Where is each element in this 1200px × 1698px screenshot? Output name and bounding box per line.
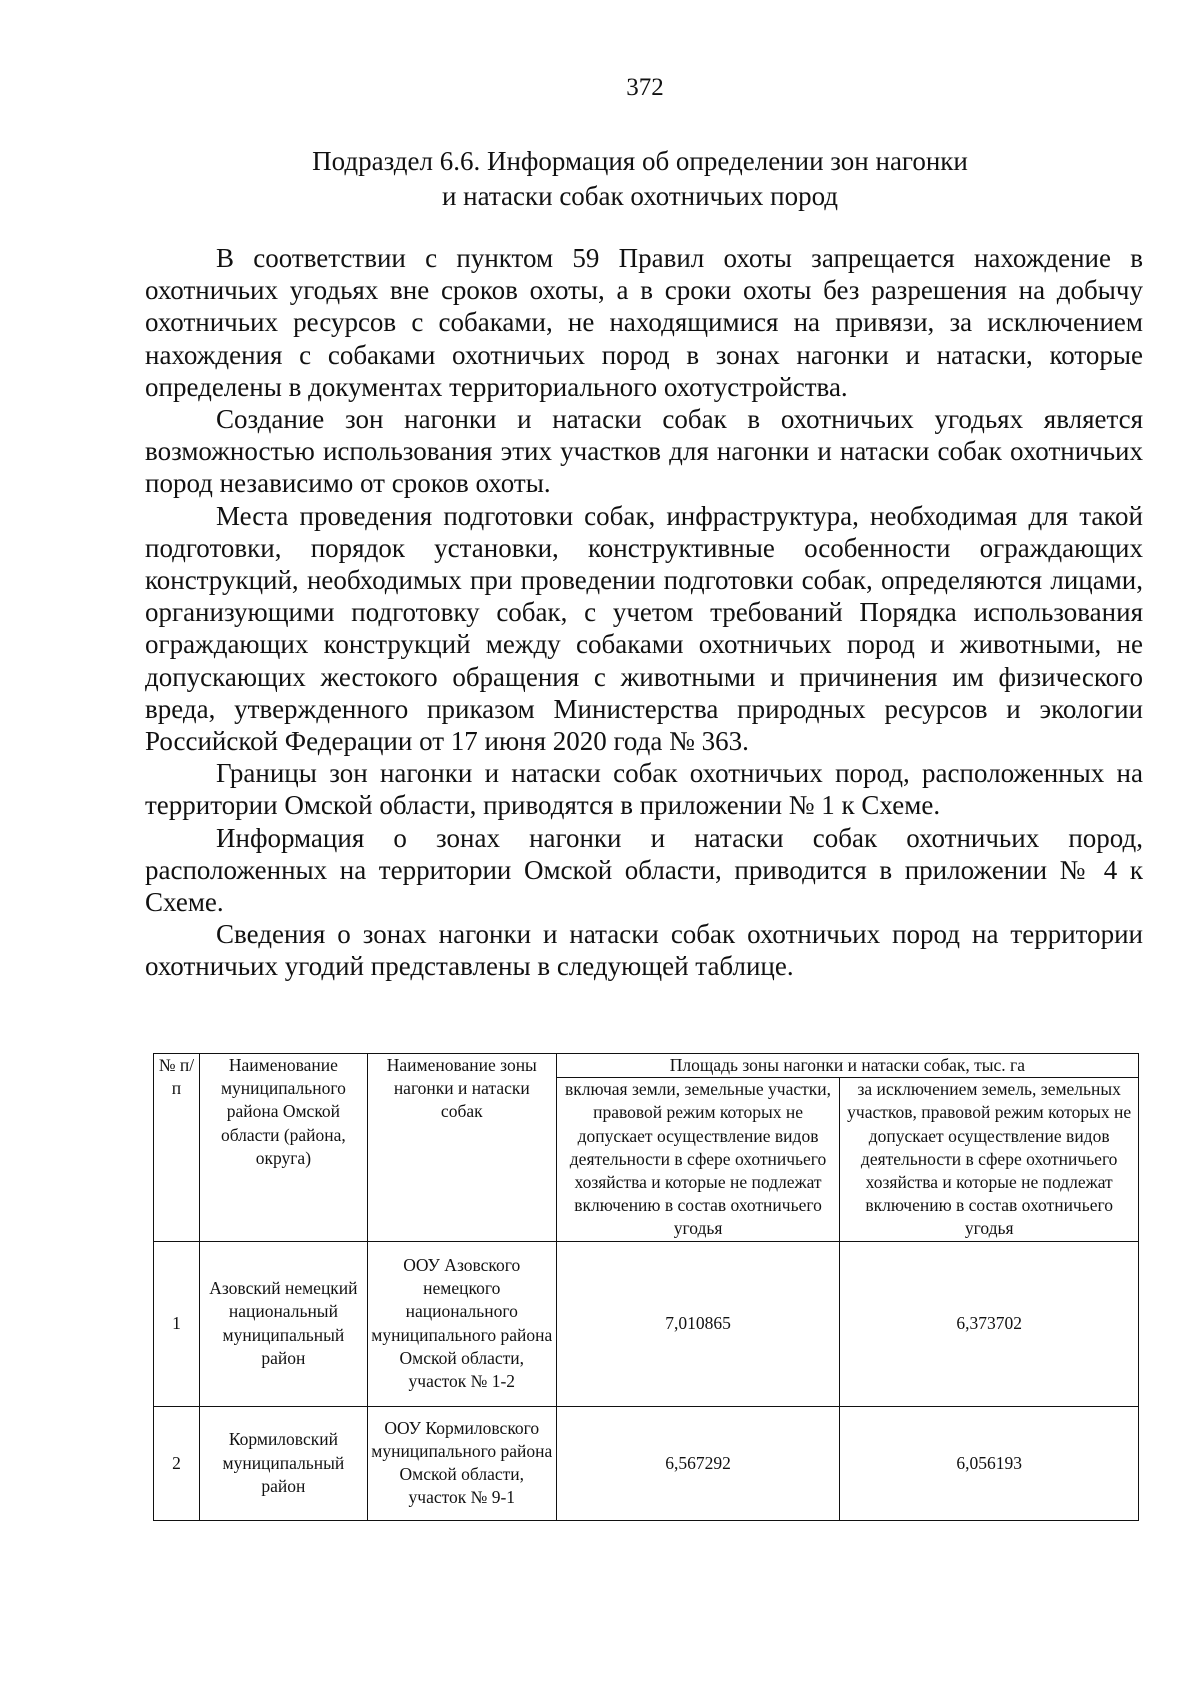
cell-zone: ООУ Азовского немецкого национального муниципального района Омской области, участок № 1-2 (367, 1241, 556, 1406)
table-row (154, 1406, 1139, 1520)
cell-number: 1 (154, 1241, 200, 1406)
cell-district: Кормиловский муниципальный район (199, 1406, 367, 1520)
header-zone: Наименование зоны нагонки и натаски собак (367, 1054, 556, 1242)
header-district: Наименование муниципального района Омской области (района, округа) (199, 1054, 367, 1242)
table-header-row (154, 1054, 1139, 1078)
cell-district: Азовский немецкий национальный муниципальный район (199, 1241, 367, 1406)
body-text (145, 242, 1143, 983)
heading-line-2: и натаски собак охотничьих пород (441, 181, 839, 211)
cell-area-excluding: 6,373702 (840, 1241, 1139, 1406)
paragraph-2: Создание зон нагонки и натаски собак в охотничьих угодьях является возможностью использования этих участков для нагонки и натаски собак охотничьих пород независимо от сроков охоты. (145, 404, 1143, 499)
header-number: № п/п (154, 1054, 200, 1242)
header-area-including: включая земли, земельные участки, правовой режим которых не допускает осуществление видов деятельности в сфере охотничьего хозяйства и которые не подлежат включению в состав охотничьего угодья (556, 1078, 840, 1241)
cell-area-including: 6,567292 (556, 1406, 840, 1520)
paragraph-5: Информация о зонах нагонки и натаски собак охотничьих пород, расположенных на территории Омской области, приводится в приложении № 4 к Схеме. (145, 822, 1143, 918)
zones-table (153, 1053, 1139, 1521)
cell-area-including: 7,010865 (556, 1241, 840, 1406)
cell-number: 2 (154, 1406, 200, 1520)
page-number: 372 (626, 74, 664, 101)
section-heading (200, 144, 1080, 214)
cell-zone: ООУ Кормиловского муниципального района Омской области, участок № 9-1 (367, 1406, 556, 1520)
paragraph-3: Места проведения подготовки собак, инфраструктура, необходимая для такой подготовки, порядок установки, конструктивные особенности ограждающих конструкций, необходимых при проведении подготовки собак, определяются лицами, организующими подготовку собак, с учетом требований Порядка использования ограждающих конструкций между собаками охотничьих пород и животными, не допускающих жестокого обращения с животными и причинения им физического вреда, утвержденного приказом Министерства природных ресурсов и экологии Российской Федерации от 17 июня 2020 года № 363. (145, 500, 1143, 757)
paragraph-4: Границы зон нагонки и натаски собак охотничьих пород, расположенных на территории Омской области, приводятся в приложении № 1 к Схеме. (145, 758, 1143, 821)
cell-area-excluding: 6,056193 (840, 1406, 1139, 1520)
table-row (154, 1241, 1139, 1406)
heading-line-1: Подраздел 6.6. Информация об определении зон нагонки (312, 146, 968, 176)
paragraph-1: В соответствии с пунктом 59 Правил охоты запрещается нахождение в охотничьих угодьях вне сроков охоты, а в сроки охоты без разрешения на добычу охотничьих ресурсов с собаками, не находящимися на привязи, за исключением нахождения с собаками охотничьих пород в зонах нагонки и натаски, которые определены в документах территориального охотустройства. (145, 243, 1143, 402)
header-area-excluding: за исключением земель, земельных участков, правовой режим которых не допускает осуществление видов деятельности в сфере охотничьего хозяйства и которые не подлежат включению в состав охотничьего угодья (840, 1078, 1139, 1241)
paragraph-6: Сведения о зонах нагонки и натаски собак охотничьих пород на территории охотничьих угодий представлены в следующей таблице. (145, 919, 1143, 982)
header-area-group: Площадь зоны нагонки и натаски собак, тыс. га (556, 1054, 1138, 1078)
